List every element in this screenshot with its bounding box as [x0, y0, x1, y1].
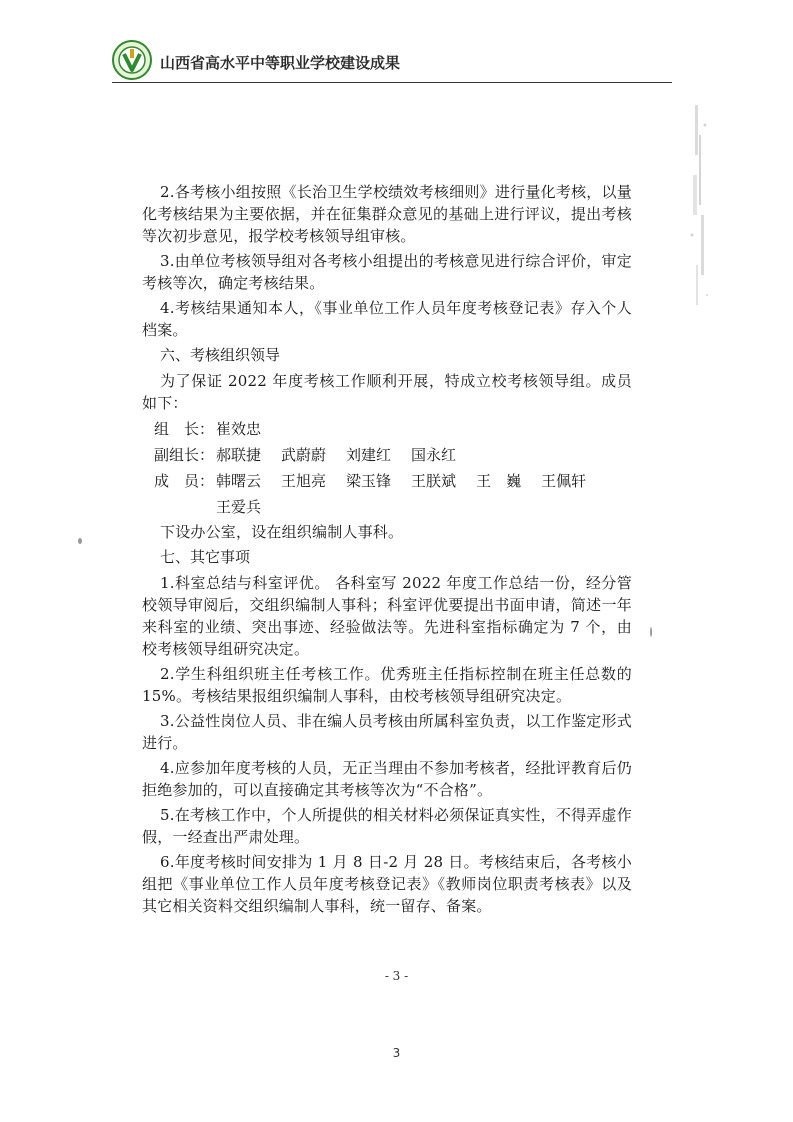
scan-noise	[687, 95, 715, 325]
deputy-line	[142, 444, 632, 466]
member-name: 王朕斌	[411, 472, 457, 490]
scan-speck	[78, 538, 82, 544]
inner-page-number: - 3 -	[384, 969, 409, 983]
page-number: 3	[392, 1046, 401, 1060]
section-heading: 六、考核组织领导	[160, 346, 281, 364]
member-name: 王 巍	[476, 472, 522, 490]
scan-speck	[650, 627, 652, 637]
member-name: 王佩轩	[541, 472, 587, 490]
member-name: 郝联捷	[216, 446, 262, 464]
list-item: 2.学生科组织班主任考核工作。优秀班主任指标控制在班主任总数的 15%。考核结果报组织编制人事科，由校考核领导组研究决定。	[142, 665, 632, 705]
member-name: 崔效忠	[216, 420, 262, 438]
list-item: 6.年度考核时间安排为 1 月 8 日-2 月 28 日。考核结束后，各考核小组把《事业单位工作人员年度考核登记表》《教师岗位职责考核表》以及其它相关资料交组织编制人事科，统一留存、备案。	[142, 853, 632, 915]
header-title: 山西省高水平中等职业学校建设成果	[160, 54, 401, 72]
list-item: 5.在考核工作中，个人所提供的相关材料必须保证真实性，不得弄虚作假，一经查出严肃处理。	[142, 806, 632, 846]
leader-line	[142, 418, 632, 440]
section-heading: 七、其它事项	[160, 548, 251, 566]
member-name: 武蔚蔚	[281, 446, 327, 464]
list-item: 3.公益性岗位人员、非在编人员考核由所属科室负责，以工作鉴定形式进行。	[142, 712, 632, 752]
list-item: 1.科室总结与科室评优。 各科室写 2022 年度工作总结一份，经分管校领导审阅后，交组织编制人事科；科室评优要提出书面申请，简述一年来科室的业绩、突出事迹、经验做法等。先进科室指标确定为 7 个，由校考核领导组研究决定。	[142, 574, 632, 658]
member-name: 梁玉锋	[346, 472, 392, 490]
role-label: 副组长：	[154, 446, 215, 464]
list-item: 4.应参加年度考核的人员，无正当理由不参加考核者，经批评教育后仍拒绝参加的，可以直接确定其考核等次为“不合格”。	[142, 759, 632, 799]
member-name: 国永红	[411, 446, 457, 464]
role-label: 组 长：	[154, 420, 215, 438]
paragraph: 为了保证 2022 年度考核工作顺利开展，特成立校考核领导组。成员如下：	[142, 372, 632, 412]
document-header	[112, 40, 672, 84]
paragraph: 4.考核结果通知本人，《事业单位工作人员年度考核登记表》存入个人档案。	[142, 299, 632, 339]
members-line	[142, 470, 632, 518]
paragraph: 2.各考核小组按照《长治卫生学校绩效考核细则》进行量化考核，以量化考核结果为主要依据，并在征集群众意见的基础上进行评议，提出考核等次初步意见，报学校考核领导组审核。	[142, 183, 632, 245]
member-name: 韩曙云	[216, 472, 262, 490]
member-name: 王爱兵	[216, 498, 262, 516]
paragraph: 3.由单位考核领导组对各考核小组提出的考核意见进行综合评价，审定考核等次，确定考核结果。	[142, 252, 632, 292]
paragraph: 下设办公室，设在组织编制人事科。	[160, 523, 404, 541]
member-name: 刘建红	[346, 446, 392, 464]
role-label: 成 员：	[154, 472, 215, 490]
header-divider	[112, 82, 672, 83]
school-emblem-icon	[112, 40, 152, 80]
member-name: 王旭亮	[281, 472, 327, 490]
document-body	[142, 181, 632, 920]
